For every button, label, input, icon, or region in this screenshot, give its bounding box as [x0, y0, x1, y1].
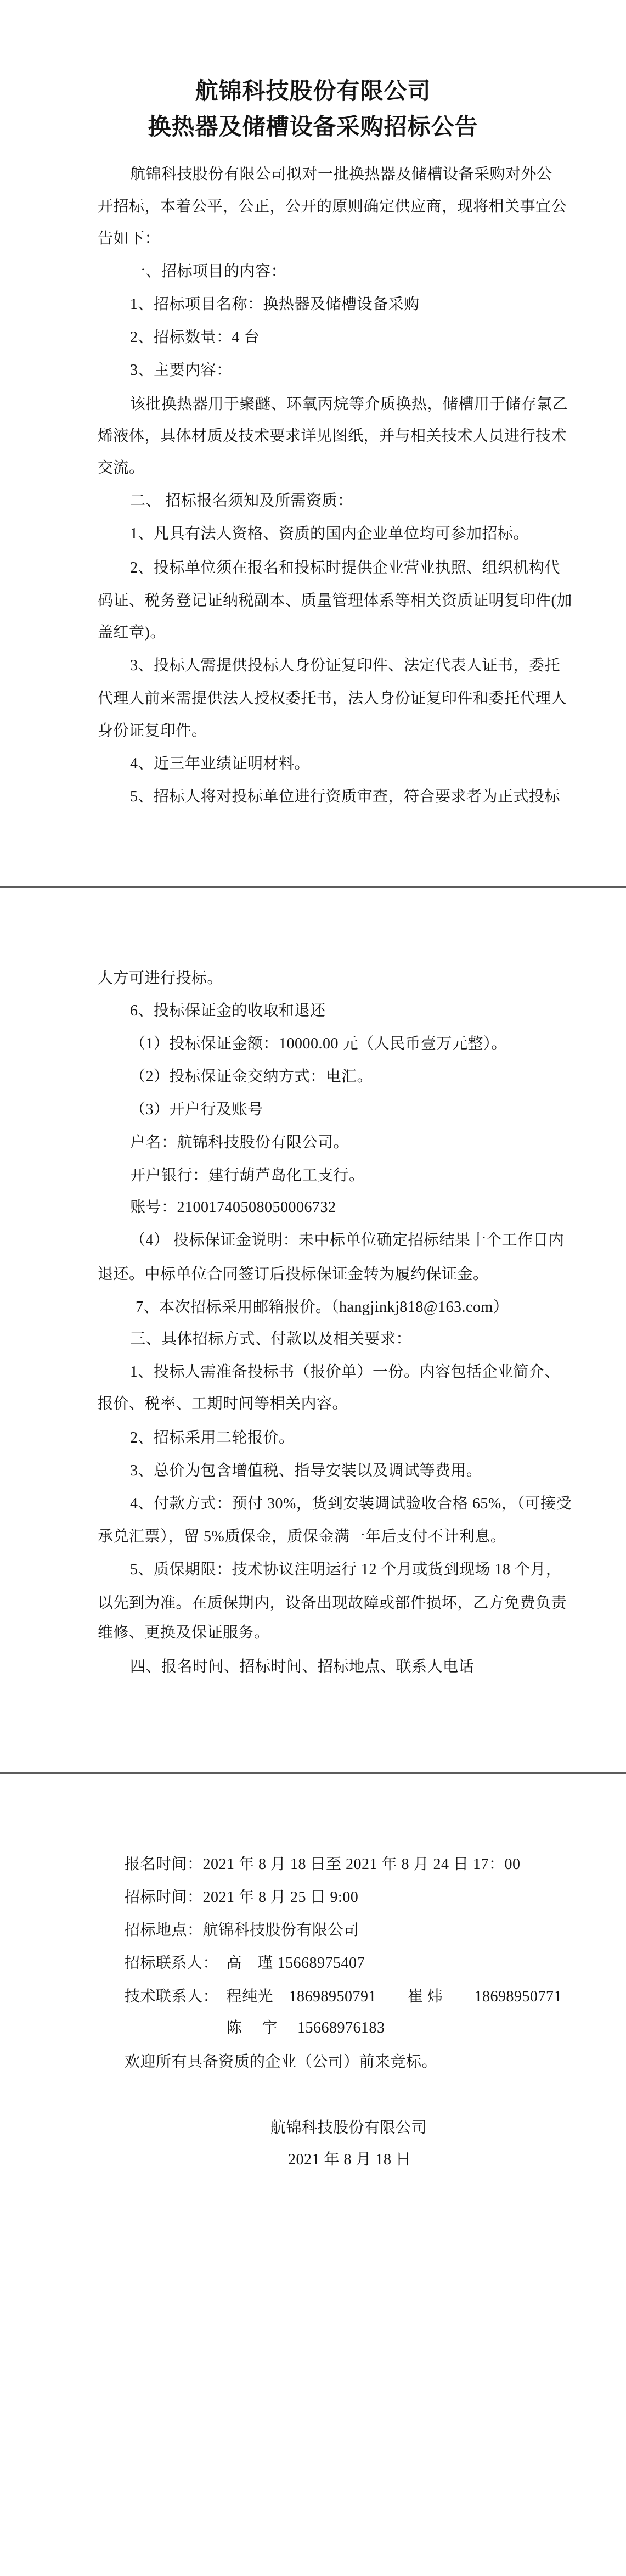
body-line: 1、投标人需准备投标书（报价单）一份。内容包括企业简介、 — [130, 1363, 561, 1380]
body-line: 退还。中标单位合同签订后投标保证金转为履约保证金。 — [98, 1266, 489, 1283]
welcome-line: 欢迎所有具备资质的企业（公司）前来竞标。 — [125, 2053, 438, 2070]
signup-time-line: 报名时间：2021 年 8 月 18 日至 2021 年 8 月 24 日 17：00 — [125, 1856, 521, 1873]
body-line: 1、凡具有法人资格、资质的国内企业单位均可参加招标。 — [130, 525, 529, 542]
body-line: 报价、税率、工期时间等相关内容。 — [98, 1395, 348, 1412]
body-line: 5、招标人将对投标单位进行资质审查，符合要求者为正式投标 — [130, 788, 561, 805]
bid-place-line: 招标地点：航锦科技股份有限公司 — [125, 1922, 359, 1939]
body-line: 身份证复印件。 — [98, 722, 207, 739]
body-line: （3）开户行及账号 — [130, 1101, 263, 1118]
page-divider-2 — [0, 1772, 626, 1774]
body-line: 3、投标人需提供投标人身份证复印件、法定代表人证书，委托 — [130, 657, 561, 674]
body-line: 2、招标采用二轮报价。 — [130, 1429, 295, 1446]
section-heading: 三、具体招标方式、付款以及相关要求： — [130, 1331, 412, 1348]
body-line: 航锦科技股份有限公司拟对一批换热器及储槽设备采购对外公 — [130, 166, 552, 183]
body-line: （1）投标保证金额：10000.00 元（人民币壹万元整）。 — [130, 1035, 507, 1052]
signature-date: 2021 年 8 月 18 日 — [288, 2151, 411, 2168]
section-heading: 二、 招标报名须知及所需资质： — [130, 492, 353, 509]
body-line: （4） 投标保证金说明：未中标单位确定招标结果十个工作日内 — [130, 1232, 565, 1249]
signature-company: 航锦科技股份有限公司 — [270, 2119, 427, 2136]
section-heading: 一、招标项目的内容： — [130, 263, 287, 280]
page-divider-1 — [0, 886, 626, 888]
body-line: 盖红章)。 — [98, 624, 166, 641]
body-line: 承兑汇票），留 5%质保金，质保金满一年后支付不计利息。 — [98, 1528, 506, 1545]
body-line: 2、招标数量：4 台 — [130, 329, 260, 346]
body-line: 以先到为准。在质保期内，设备出现故障或部件损坏，乙方免费负责 — [98, 1595, 567, 1612]
body-line: 1、招标项目名称：换热器及储槽设备采购 — [130, 296, 420, 313]
body-line: 开招标，本着公平，公正，公开的原则确定供应商，现将相关事宜公 — [98, 198, 567, 215]
body-line: 4、付款方式：预付 30%，货到安装调试验收合格 65%，（可接受 — [130, 1495, 572, 1512]
bid-time-line: 招标时间：2021 年 8 月 25 日 9:00 — [125, 1889, 359, 1906]
body-line: （2）投标保证金交纳方式：电汇。 — [130, 1068, 373, 1085]
body-line: 代理人前来需提供法人授权委托书，法人身份证复印件和委托代理人 — [98, 690, 567, 707]
doc-title-line-2: 换热器及储槽设备采购招标公告 — [148, 115, 478, 140]
body-line: 2、投标单位须在报名和投标时提供企业营业执照、组织机构代 — [130, 559, 561, 576]
body-line: 维修、更换及保证服务。 — [98, 1624, 270, 1641]
body-line: 7、本次招标采用邮箱报价。（hangjinkj818@163.com） — [136, 1299, 509, 1316]
tech-contact-line: 技术联系人： 程纯光 18698950791 崔 炜 18698950771 — [125, 1988, 562, 2005]
section-heading: 四、报名时间、招标时间、招标地点、联系人电话 — [130, 1658, 475, 1675]
body-line: 3、总价为包含增值税、指导安装以及调试等费用。 — [130, 1462, 482, 1479]
body-line: 4、近三年业绩证明材料。 — [130, 755, 311, 772]
bid-contact-line: 招标联系人： 高 瑾 15668975407 — [125, 1955, 365, 1972]
body-line: 烯液体，具体材质及技术要求详见图纸，并与相关技术人员进行技术 — [98, 428, 567, 445]
body-line: 交流。 — [98, 459, 145, 476]
doc-title-line-1: 航锦科技股份有限公司 — [195, 79, 431, 104]
body-line: 告如下： — [98, 230, 161, 247]
body-line: 户名：航锦科技股份有限公司。 — [130, 1134, 349, 1151]
body-line: 人方可进行投标。 — [98, 970, 223, 987]
body-line: 3、主要内容： — [130, 362, 232, 379]
body-line: 6、投标保证金的收取和退还 — [130, 1002, 326, 1019]
body-line: 开户银行：建行葫芦岛化工支行。 — [130, 1167, 365, 1184]
body-line: 码证、税务登记证纳税副本、质量管理体系等相关资质证明复印件(加 — [98, 592, 572, 609]
body-line: 账号：21001740508050006732 — [130, 1199, 336, 1216]
body-line: 5、质保期限：技术协议注明运行 12 个月或货到现场 18 个月， — [130, 1561, 562, 1578]
tech-contact-line: 陈 宇 15668976183 — [227, 2019, 385, 2036]
body-line: 该批换热器用于聚醚、环氧丙烷等介质换热，储槽用于储存氯乙 — [130, 396, 568, 413]
